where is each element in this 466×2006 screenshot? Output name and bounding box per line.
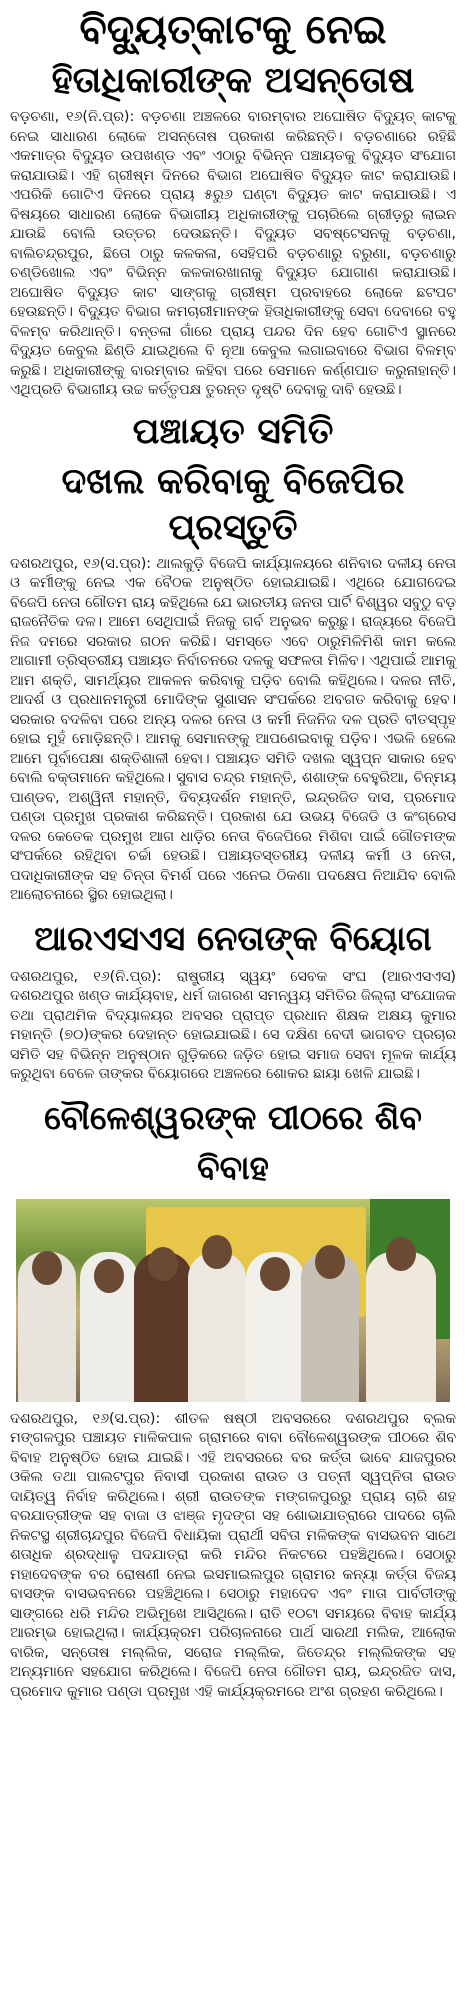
headline-bjp-line2: ଦଖଲ କରିବାକୁ ବିଜେପିର ପ୍ରସ୍ତୁତି (61, 460, 405, 548)
article-power-cut (0, 0, 466, 401)
headline-rss: ଆରଏସଏସ ନେତାଙ୍କ ବିୟୋଗ (34, 918, 432, 959)
article-rss-obituary (0, 914, 466, 1085)
article-bjp-panchayat (0, 409, 466, 906)
person-head (386, 1237, 416, 1271)
headline-power-cut-line1: ବିଦ୍ୟୁତ୍‌କାଟକୁ ନେଇ (79, 7, 387, 53)
article-rss-body: ଦଶରଥପୁର, ୧୬(ନି.ପ୍ର): ରାଷ୍ଟ୍ରୀୟ ସ୍ୱୟଂ ସେବକ ସଂଘ (ଆରଏସଏସ) ଦଶରଥପୁର ଖଣ୍ଡ କାର୍ଯ୍ୟବାହ, ଧର୍ମ ଜାଗରଣ ସମନ୍ୱୟ ସମିତିର ଜିଲ୍ଲା ସଂଯୋଜକ ତଥା ପ୍ରାଥମିକ ବିଦ୍ୟାଳୟର ଅବସର ପ୍ରାପ୍ତ ପ୍ରଧାନ ଶିକ୍ଷକ ଅକ୍ଷୟ କୁମାର ମହାନ୍ତି (୭୦)ଙ୍କର ଦେହାନ୍ତ ହୋଇଯାଇଛି। ସେ ଦକ୍ଷିଣ ବେଦୀ ଭାଗବତ ପ୍ରଚାର ସମିତି ସହ ବିଭିନ୍ନ ଅନୁଷ୍ଠାନ ଗୁଡ଼ିକରେ ଜଡ଼ିତ ହୋଇ ସମାଜ ସେବା ମୂଳକ କାର୍ଯ୍ୟ କରୁଥିବା ବେଳେ ତାଙ୍କର ବିୟୋଗରେ ଅଞ୍ଚଳରେ ଶୋକର ଛାୟା ଖେଳି ଯାଇଛି। (10, 968, 456, 1082)
person-head (202, 1235, 232, 1269)
headline-shiva-wedding: ବୌଳେଶ୍ୱରଙ୍କ ପୀଠରେ ଶିବ ବିବାହ (44, 1097, 422, 1187)
headline-bjp-line1: ପଞ୍ଚାୟତ ସମିତି (132, 410, 334, 452)
person-head (148, 1247, 178, 1281)
headline-power-cut-line2: ହିତାଧିକାରୀଙ୍କ ଅସନ୍ତୋଷ (51, 60, 415, 101)
article-shiva-wedding-body: ଦଶରଥପୁର, ୧୬(ସ.ପ୍ର): ଶୀତଳ ଷଷ୍ଠୀ ଅବସରରେ ଦଶରଥପୁର ବ୍ଲକ ମଙ୍ଗଳପୁର ପଞ୍ଚାୟତ ମାଳିକପାଳ ଗ୍ରାମରେ ବାବା ବୌଳେଶ୍ୱରଙ୍କ ପୀଠରେ ଶିବ ବିବାହ ଅନୁଷ୍ଠିତ ହୋଇ ଯାଇଛି। ଏହି ଅବସରରେ ବର କର୍ତ୍ତା ଭାବେ ଯାଜପୁରର ଓକିଲ ତଥା ପାଲଟପୁର ନିବାସୀ ପ୍ରକାଶ ରାଉତ ଓ ପତ୍ନୀ ସ୍ୱପ୍ନିତା ରାଉତ ଦାୟିତ୍ୱ ନିର୍ବାହ କରିଥିଲେ। ଶ୍ରୀ ରାଉତଙ୍କ ମଙ୍ଗଳପୁରରୁ ପ୍ରାୟ ଚାରି ଶହ ବରଯାତ୍ରୀଙ୍କ ସହ ବାଜା ଓ ଝାଞ୍ଜ ମୃଦଙ୍ଗ ସହ ଶୋଭାଯାତ୍ରାରେ ପାଦରେ ଚାଲି ନିକଟସ୍ଥ ଶ୍ରୀଚାନ୍ଦପୁର ବିଜେପି ବିଧାୟିକା ପ୍ରାର୍ଥୀ ସବିତା ମଳିକଙ୍କ ବାସଭବନ ସାଥେ ଶତାଧିକ ଶ୍ରଦ୍ଧାଳୁ ପଦଯାତ୍ରା କରି ମନ୍ଦିର ନିକଟରେ ପହଞ୍ଚିଥିଲେ। ସେଠାରୁ ମହାଦେବଙ୍କ ବର ରୋଷଣୀ ନେଇ ଇସମାଇଲପୁର ଗ୍ରାମର କନ୍ୟା କର୍ତ୍ତା ବିଜୟ ବାସଙ୍କ ବାସଭବନରେ ପହଞ୍ଚିଥିଲେ। ସେଠାରୁ ମହାଦେବ ଏବଂ ମାତା ପାର୍ବତୀଙ୍କୁ ସାଙ୍ଗରେ ଧରି ମନ୍ଦିର ଅଭିମୁଖେ ଆସିଥିଲେ। ରାତି ୧୦ଟା ସମୟରେ ବିବାହ କାର୍ଯ୍ୟ ଆରମ୍ଭ ହୋଇଥିଲା। କାର୍ଯ୍ୟକ୍ରମ ପରିଚାଳନାରେ ପାର୍ଥ ସାରଥୀ ମଲିକ, ଆଲୋକ ବାରିକ, ସନ୍ତୋଷ ମଲ୍ଲିକ, ସରୋଜ ମଲ୍ଲିକ, ଜିତେନ୍ଦ୍ର ମଲ୍ଲିକଙ୍କ ସହ ଅନ୍ୟମାନେ ସହଯୋଗ କରିଥିଲେ। ବିଜେପି ନେତା ଗୌତମ ରାୟ, ଇନ୍ଦ୍ରଜିତ ଦାସ, ପ୍ରମୋଦ କୁମାର ପଣ୍ଡା ପ୍ରମୁଖ ଏହି କାର୍ଯ୍ୟକ୍ରମରେ ଅଂଶ ଗ୍ରହଣ କରିଥିଲେ। (10, 1410, 456, 1700)
article-power-cut-body: ବଡ଼ଚଣା, ୧୬(ନି.ପ୍ର): ବଡ଼ଚଣା ଅଞ୍ଚଳରେ ବାରମ୍ବାର ଅଘୋଷିତ ବିଦ୍ୟୁତ୍ କାଟକୁ ନେଇ ସାଧାରଣ ଲୋକେ ଅସନ୍ତୋଷ ପ୍ରକାଶ କରିଛନ୍ତି। ବଡ଼ଚଣାରେ ରହିଛି ଏକମାତ୍ର ବିଦ୍ୟୁତ ଉପଖଣ୍ଡ ଏବଂ ଏଠାରୁ ବିଭିନ୍ନ ପଞ୍ଚାୟତକୁ ବିଦ୍ୟୁତ ସଂଯୋଗ କରାଯାଉଛି। ଏହି ଗ୍ରୀଷ୍ମ ଦିନରେ ବିଭାଗ ଅଘୋଷିତ ବିଦ୍ୟୁତ କାଟ କରାଯାଉଛି। ଏପରିକି ଗୋଟିଏ ଦିନରେ ପ୍ରାୟ ୫ରୁ୬ ଘଣ୍ଟା ବିଦ୍ୟୁତ କାଟ କରାଯାଉଛି। ଏ ବିଷୟରେ ସାଧାରଣ ଲୋକେ ବିଭାଗୀୟ ଅଧିକାରୀଙ୍କୁ ପଚାରିଲେ ଗ୍ରୀଡ଼ରୁ ଲାଇନ ଯାଉଛି ବୋଲି ଉତ୍ତର ଦେଉଛନ୍ତି। ବିଦ୍ୟୁତ ସବଷ୍ଟେସନକୁ ବଡ଼ଚଣା, ବାଲିଚନ୍ଦ୍ରପୁର, ଛିତୋ ଠାରୁ କଳକଳା, ସେହିପରି ବଡ଼ଚଣାରୁ ବରୁଣା, ବଡ଼ଚଣାରୁ ଚଣ୍ଡିଖୋଲ ଏବଂ ବିଭିନ୍ନ କଳକାରଖାନାକୁ ବିଦ୍ୟୁତ ଯୋଗାଣ କରାଯାଉଛି। ଅଘୋଷିତ ବିଦ୍ୟୁତ କାଟ ସାଙ୍ଗକୁ ଗ୍ରୀଷ୍ମ ପ୍ରବାହରେ ଲୋକେ ଛଟପଟ ହେଉଛନ୍ତି। ବିଦ୍ୟୁତ ବିଭାଗ କମଚାରୀମାନଙ୍କ ହିତାଧିକାରୀଙ୍କୁ ସେବା ଦେବାରେ ବହୁ ବିଳମ୍ବ କରିଥାନ୍ତି। ବନ୍ତଳା ଗାଁରେ ପ୍ରାୟ ପନ୍ଦର ଦିନ ହେବ ଗୋଟିଏ ସ୍ଥାନରେ ବିଦ୍ୟୁତ କେବୁଲ ଛିଣ୍ଡି ଯାଇଥିଲେ ବି ନୂଆ କେବୁଲ ଲଗାଇବାରେ ବିଭାଗ ବିଳମ୍ବ କରୁଛି। ଅଧିକାରୀଙ୍କୁ ବାରମ୍ବାର କହିବା ପରେ ସେମାନେ କର୍ଣ୍ଣପାତ କରୁନାହାନ୍ତି। ଏଥିପ୍ରତି ବିଭାଗୀୟ ଉଚ୍ଚ କର୍ତ୍ତୃପକ୍ଷ ତୁରନ୍ତ ଦୃଷ୍ଟି ଦେବାକୁ ଦାବି ହେଉଛି। (10, 109, 456, 398)
article-shiva-wedding (0, 1093, 466, 1703)
person-figure (366, 1252, 436, 1402)
person-head (94, 1259, 124, 1293)
person-head (315, 1245, 345, 1279)
event-photo (16, 1199, 450, 1402)
person-head (32, 1251, 62, 1285)
article-bjp-body: ଦଶରଥପୁର, ୧୬(ସ.ପ୍ର): ଥାଲକୁଡ଼ି ବିଜେପି କାର୍ଯ୍ୟାଳୟରେ ଶନିବାର ଦଳୀୟ ନେତା ଓ କର୍ମୀଙ୍କୁ ନେଇ ଏକ ବୈଠକ ଅନୁଷ୍ଠିତ ହୋଇଯାଇଛି। ଏଥିରେ ଯୋଗଦେଇ ବିଜେପି ନେତା ଗୌତମ ରାୟ କହିଥିଲେ ଯେ ଭାରତୀୟ ଜନତା ପାର୍ଟି ବିଶ୍ୱର ସବୁଠୁ ବଡ଼ ରାଜନୈତିକ ଦଳ। ଆମେ ସେଥିପାଇଁ ନିଜକୁ ଗର୍ବ ଅନୁଭବ କରୁଛୁ। ରାଜ୍ୟରେ ବିଜେପି ନିଜ ଦମରେ ସରକାର ଗଠନ କରିଛି। ସମସ୍ତେ ଏବେ ଠାରୁମିଳିମିଶି କାମ କଲେ ଆଗାମୀ ତ୍ରିସ୍ତରୀୟ ପଞ୍ଚାୟତ ନିର୍ବାଚନରେ ଦଳକୁ ସଫଳତା ମିଳିବ। ଏଥିପାଇଁ ଆମକୁ ଆମ ଶକ୍ତି, ସାମର୍ଥ୍ୟର ଆକଳନ କରିବାକୁ ପଡ଼ିବ ବୋଲି କହିଥିଲେ। ଦଳର ନୀତି, ଆଦର୍ଶ ଓ ପ୍ରଧାନମନ୍ତ୍ରୀ ମୋଦିଙ୍କ ସୁଶାସନ ସଂପର୍କରେ ଅବଗତ କରିବାକୁ ହେବ। ସରକାର ବଦଳିବା ପରେ ଅନ୍ୟ ଦଳର ନେତା ଓ କର୍ମୀ ନିଜନିଜ ଦଳ ପ୍ରତି ବୀତସ୍ପୃହ ହୋଇ ମୁହଁ ମୋଡ଼ିଛନ୍ତି। ଆମକୁ ସେମାନଙ୍କୁ ଆପଣେଇବାକୁ ପଡ଼ିବ। ଏଭଳି ହେଲେ ଆମେ ପୂର୍ବାପେକ୍ଷା ଶକ୍ତିଶାଳୀ ହେବା। ପଞ୍ଚାୟତ ସମିତି ଦଖଲ ସ୍ୱପ୍ନ ସାକାର ହେବ ବୋଲି ବକ୍ତାମାନେ କହିଥିଲେ। ସୁବାସ ଚନ୍ଦ୍ର ମହାନ୍ତି, ଶଶାଙ୍କ ବେହୁରିଆ, ଚିନ୍ମୟ ପାଣ୍ଡବ, ଅଶ୍ୱିନୀ ମହାନ୍ତି, ଦିବ୍ୟଦର୍ଶନ ମହାନ୍ତି, ଇନ୍ଦ୍ରଜିତ ଦାସ, ପ୍ରମୋଦ ପଣ୍ଡା ପ୍ରମୁଖ ପ୍ରକାଶ କରିଛନ୍ତି। ପ୍ରକାଶ ଯେ ଉଭୟ ବିଜେଡି ଓ କଂଗ୍ରେସ ଦଳର କେତେକ ପ୍ରମୁଖ ଆଗ ଧାଡ଼ିର ନେତା ବିଜେପିରେ ମିଶିବା ପାଇଁ ଗୌତମଙ୍କ ସଂପର୍କରେ ରହିଥିବା ଚର୍ଚ୍ଚା ହେଉଛି। ପଞ୍ଚାୟତସ୍ତରୀୟ ଦଳୀୟ କର୍ମୀ ଓ ନେତା, ପଦାଧିକାରୀଙ୍କ ସହ ଚିନ୍ତା ବିମର୍ଶ ପରେ ଏନେଇ ଠିକଣା ପଦକ୍ଷେପ ନିଆଯିବ ବୋଲି ଆଲୋଚନାରେ ସ୍ଥିର ହୋଇଥିଲା। (10, 555, 456, 903)
person-head (260, 1257, 290, 1291)
person-figure (188, 1252, 246, 1402)
